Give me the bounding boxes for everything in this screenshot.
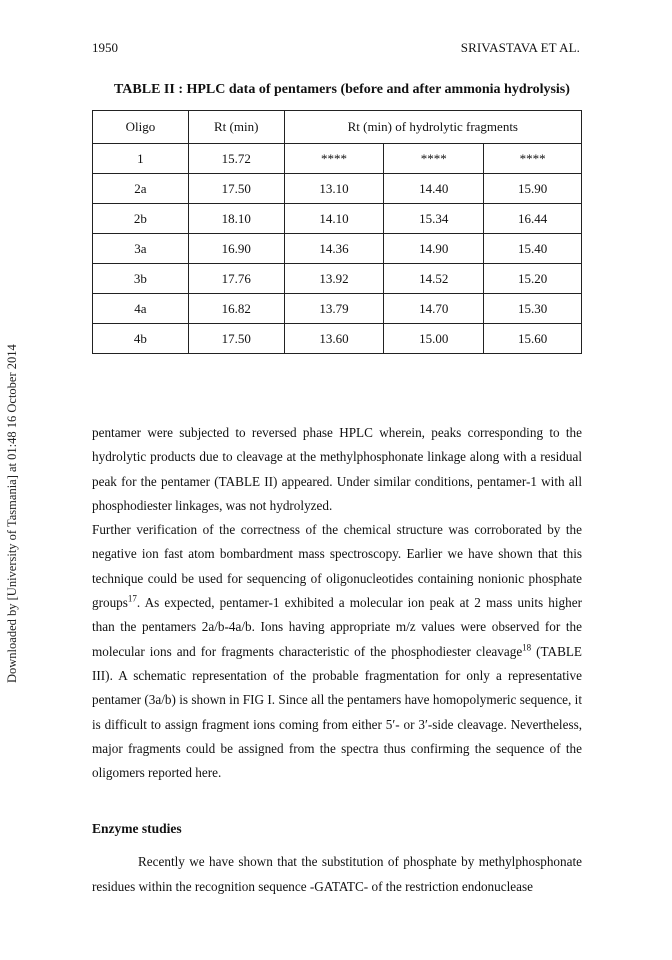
table-cell: 16.44 [484, 204, 582, 234]
citation-superscript: 18 [522, 642, 532, 653]
paragraph: pentamer were subjected to reversed phase HPLC wherein, peaks corresponding to the hydrolytic products due to cleavage at the methylphosphonate linkage along with a residual peak for the pentamer (TABLE II) appeared. Under similar conditions, pentamer-1 with all phosphodiester linkages, was not hydrolyzed. [92, 425, 582, 513]
running-head: SRIVASTAVA ET AL. [460, 40, 580, 55]
table-cell: 17.76 [188, 264, 284, 294]
table-cell: 15.60 [484, 324, 582, 354]
table-cell: 13.60 [284, 324, 384, 354]
table-cell: 4a [93, 294, 189, 324]
table-cell: 2b [93, 204, 189, 234]
table-cell: 15.72 [188, 144, 284, 174]
table-cell: 4b [93, 324, 189, 354]
body-text [92, 421, 582, 785]
table-row [93, 234, 582, 264]
table-row [93, 174, 582, 204]
page-number: 1950 [92, 40, 118, 55]
table-row [93, 264, 582, 294]
column-header-fragments: Rt (min) of hydrolytic fragments [284, 111, 581, 144]
download-watermark: Downloaded by [University of Tasmania] at 01:48 16 October 2014 [5, 344, 19, 683]
table-cell: 14.70 [384, 294, 484, 324]
table-cell: 13.92 [284, 264, 384, 294]
table-cell: 16.82 [188, 294, 284, 324]
citation-superscript: 17 [127, 593, 137, 604]
table-row [93, 144, 582, 174]
table-cell: 14.10 [284, 204, 384, 234]
table-cell: 3a [93, 234, 189, 264]
table-cell: 14.40 [384, 174, 484, 204]
table-cell: 15.40 [484, 234, 582, 264]
paragraph-text: . As expected, pentamer-1 exhibited a molecular ion peak at 2 mass units higher than the pentamers 2a/b-4a/b. Ions having appropriate m/z values were observed for the molecular ions and for fragments characteristic of the phosphodiester cleavage [92, 595, 582, 659]
paragraph-text: Further verification of the correctness of the chemical structure was corroborated by the negative ion fast atom bombardment mass spectroscopy. Earlier we have shown that this technique could be used for sequencing of oligonucleotides containing nonionic phosphate groups [92, 522, 582, 611]
table-cell: 13.10 [284, 174, 384, 204]
table-row [93, 294, 582, 324]
table-cell: 18.10 [188, 204, 284, 234]
table-cell: 15.90 [484, 174, 582, 204]
table-cell: 15.20 [484, 264, 582, 294]
table-caption: TABLE II : HPLC data of pentamers (before and after ammonia hydrolysis) [114, 82, 570, 97]
table-cell: 13.79 [284, 294, 384, 324]
table-row [93, 204, 582, 234]
table-cell: 15.34 [384, 204, 484, 234]
table-cell: 3b [93, 264, 189, 294]
section-heading: Enzyme studies [92, 821, 182, 836]
paragraph-text: (TABLE III). A schematic representation of the probable fragmentation for only a representative pentamer (3a/b) is shown in FIG I. Since all the pentamers have homopolymeric sequence, it is difficult to assign fragment ions coming from either 5′- or 3′-side cleavage. Nevertheless, major fragments could be assigned from the spectra thus confirming the sequence of the oligomers reported here. [92, 643, 582, 781]
body-text [92, 849, 582, 899]
table-cell: 1 [93, 144, 189, 174]
table-cell: **** [384, 144, 484, 174]
table-cell: 17.50 [188, 324, 284, 354]
table-cell: 2a [93, 174, 189, 204]
table-cell: **** [484, 144, 582, 174]
table-cell: 16.90 [188, 234, 284, 264]
table-cell: **** [284, 144, 384, 174]
table-cell: 14.52 [384, 264, 484, 294]
hplc-data-table [92, 110, 582, 354]
table-cell: 14.90 [384, 234, 484, 264]
table-cell: 14.36 [284, 234, 384, 264]
table-cell: 17.50 [188, 174, 284, 204]
table-header-row [93, 111, 582, 144]
column-header-oligo: Oligo [93, 111, 189, 144]
column-header-rt: Rt (min) [188, 111, 284, 144]
paragraph [92, 518, 582, 785]
table-cell: 15.00 [384, 324, 484, 354]
table-cell: 15.30 [484, 294, 582, 324]
paragraph: Recently we have shown that the substitution of phosphate by methylphosphonate residues within the recognition sequence -GATATC- of the restriction endonuclease [92, 854, 582, 894]
table-row [93, 324, 582, 354]
